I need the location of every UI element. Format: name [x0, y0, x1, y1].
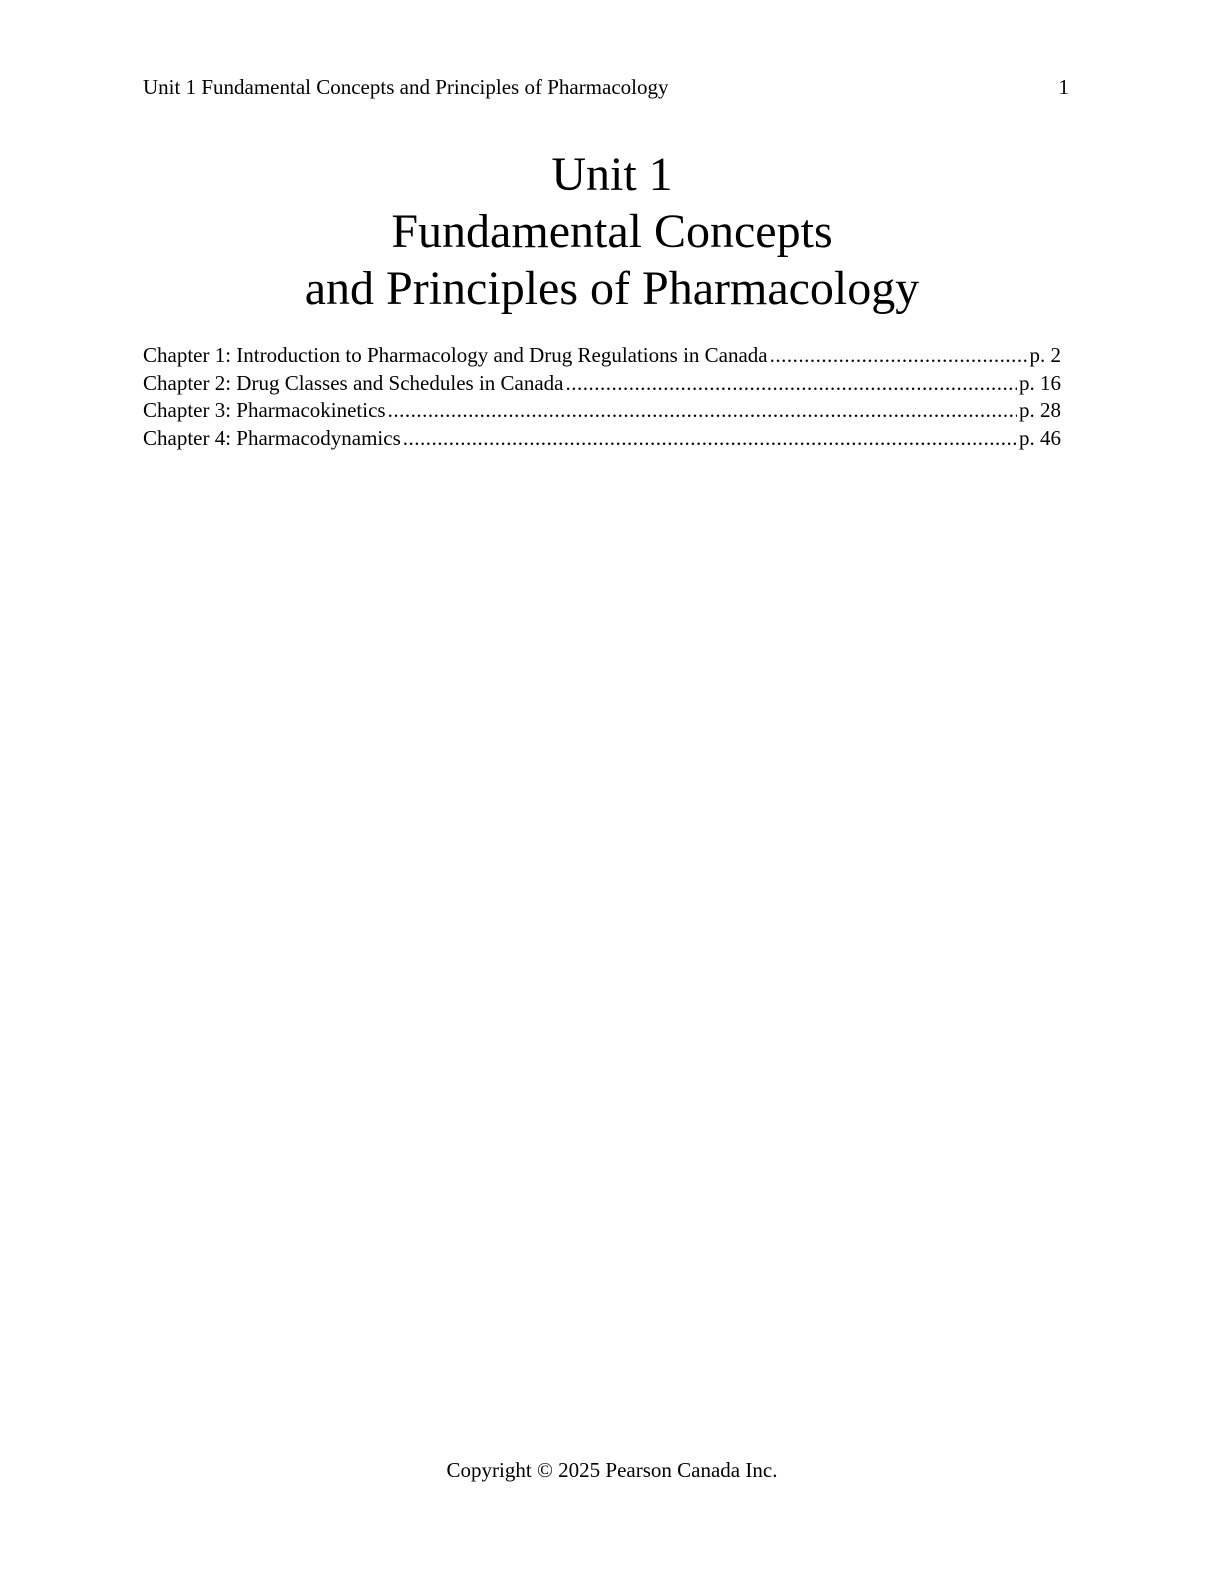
- unit-title-line-2: Fundamental Concepts: [391, 205, 833, 258]
- toc-entry-page: p. 2: [1029, 343, 1061, 367]
- toc-entry-title: Chapter 4: Pharmacodynamics: [143, 425, 401, 450]
- toc-entry-title: Chapter 3: Pharmacokinetics: [143, 398, 386, 422]
- copyright-footer: Copyright © 2025 Pearson Canada Inc.: [446, 1458, 778, 1482]
- toc-entry-chapter-3[interactable]: [143, 397, 1061, 425]
- toc-entry-title: Chapter 1: Introduction to Pharmacology and Drug Regulations in Canada: [143, 343, 768, 367]
- running-header-title: Unit 1 Fundamental Concepts and Principles of Pharmacology: [143, 75, 669, 99]
- page-number: 1: [1058, 75, 1069, 99]
- running-header: [143, 72, 1069, 102]
- toc-entry-title: Chapter 2: Drug Classes and Schedules in Canada: [143, 370, 564, 395]
- toc-dot-leader: [388, 397, 1017, 425]
- toc-entry-page: p. 28: [1019, 398, 1061, 422]
- toc-entry-chapter-1[interactable]: [143, 342, 1061, 370]
- toc-entry-chapter-4[interactable]: [143, 425, 1061, 453]
- toc-entry-page: p. 46: [1019, 425, 1061, 450]
- unit-title-line-1: Unit 1: [551, 148, 673, 201]
- toc-dot-leader: [566, 370, 1018, 398]
- toc-dot-leader: [770, 342, 1028, 370]
- table-of-contents: [143, 342, 1061, 452]
- toc-dot-leader: [403, 425, 1017, 453]
- toc-entry-page: p. 16: [1019, 370, 1061, 395]
- toc-entry-chapter-2[interactable]: [143, 370, 1061, 398]
- unit-title-line-3: and Principles of Pharmacology: [304, 262, 920, 315]
- unit-title: [0, 146, 1224, 317]
